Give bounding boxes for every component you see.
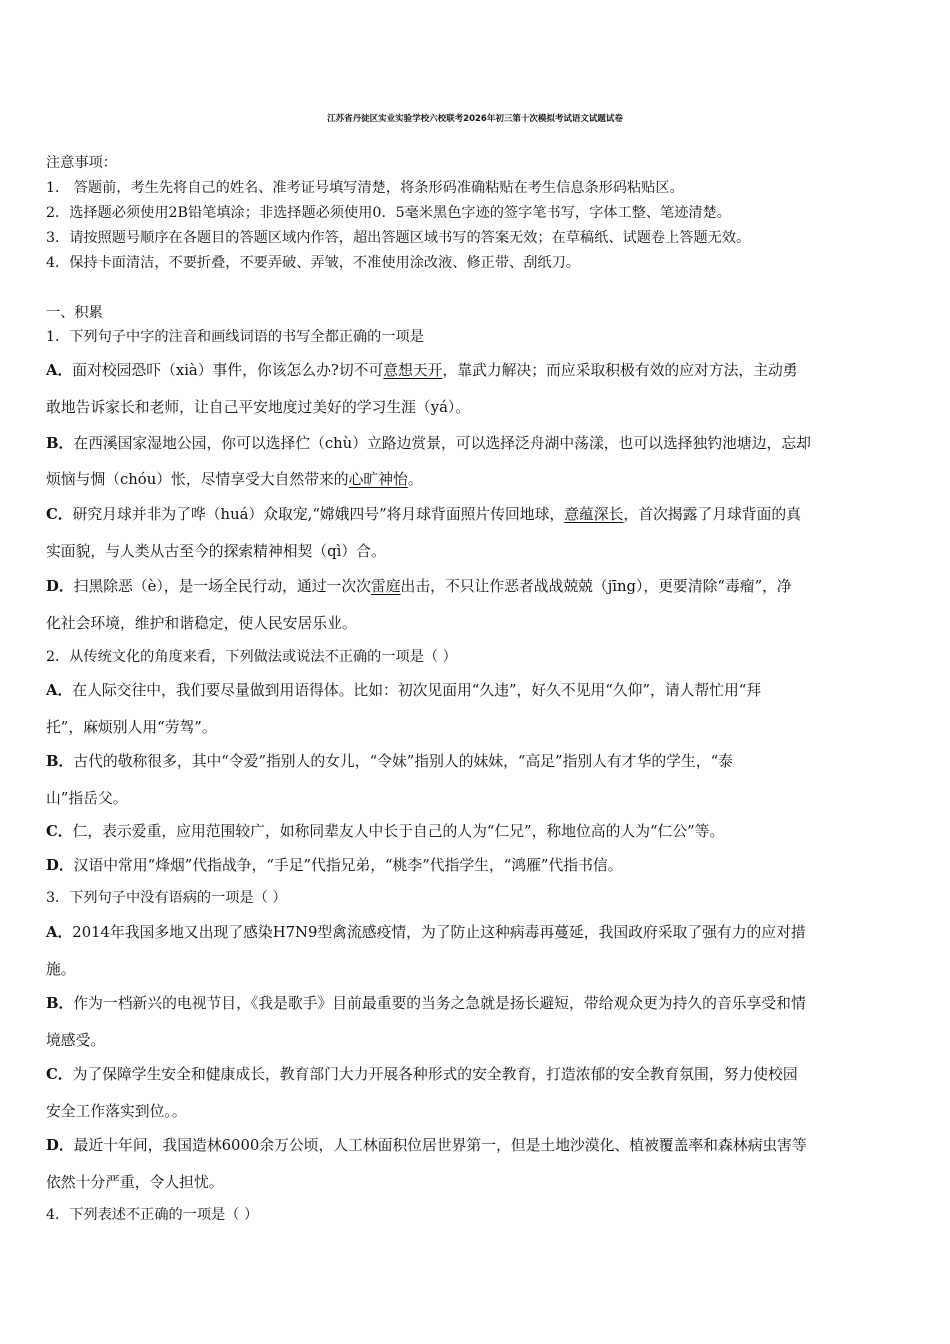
q2-option-b-line2: 山”指岳父。 (46, 790, 128, 807)
q1-option-c-line2: 实面貌，与人类从古至今的探索精神相契（qì）合。 (46, 543, 386, 560)
question-3-stem: 3．下列句子中没有语病的一项是（ ） (46, 890, 287, 906)
q3-option-b-line2: 境感受。 (46, 1032, 106, 1049)
option-label: B． (46, 435, 74, 452)
q3-option-b-line1 (46, 992, 908, 1013)
question-1-stem: 1．下列句子中字的注音和画线词语的书写全都正确的一项是 (46, 329, 424, 345)
underlined-word: 心旷神怡 (348, 471, 408, 488)
option-text: 作为一档新兴的电视节目，《我是歌手》目前最重要的当务之急就是扬长避短，带给观众更为持久的音乐享受和情 (73, 995, 806, 1012)
q2-option-b-line1 (46, 750, 908, 771)
q1-option-a-line2: 敢地告诉家长和老师，让自己平安地度过美好的学习生涯（yá）。 (46, 399, 471, 416)
q1-option-a-line1 (46, 359, 908, 380)
option-text: 为了保障学生安全和健康成长，教育部门大力开展各种形式的安全教育，打造浓郁的安全教育氛围，努力使校园 (72, 1066, 798, 1083)
option-text: 汉语中常用“烽烟”代指战争，“手足”代指兄弟，“桃李”代指学生，“鸿雁”代指书信。 (73, 857, 623, 874)
notice-item-1: 1． 答题前，考生先将自己的姓名、准考证号填写清楚，将条形码准确粘贴在考生信息条形码粘贴区。 (46, 180, 684, 196)
option-text: 在西溪国家湿地公园，你可以选择伫（chù）立路边赏景，可以选择泛舟湖中荡漾，也可以选择独钓池塘边，忘却 (73, 435, 811, 452)
q3-option-a-line2: 施。 (46, 961, 76, 978)
option-text: 。 (407, 471, 423, 488)
section-heading: 一、积累 (46, 305, 103, 321)
option-text: 仁，表示爱重，应用范围较广，如称同辈友人中长于自己的人为“仁兄”，称地位高的人为“仁公”等。 (72, 823, 725, 840)
q3-option-d-line2: 依然十分严重，令人担忧。 (46, 1174, 224, 1191)
q2-option-d (46, 854, 908, 875)
notice-item-3: 3．请按照题号顺序在各题目的答题区域内作答，超出答题区域书写的答案无效；在草稿纸、试题卷上答题无效。 (46, 230, 751, 246)
option-text: 古代的敬称很多，其中“令爱”指别人的女儿，“令妹”指别人的妹妹，“高足”指别人有才华的学生，“泰 (73, 753, 733, 770)
option-text: 烦恼与惆（chóu）怅，尽情享受大自然带来的 (46, 471, 349, 488)
q3-option-a-line1 (46, 921, 908, 942)
option-label: D． (46, 578, 74, 595)
q3-option-c-line1 (46, 1063, 908, 1084)
option-label: A． (46, 682, 73, 699)
option-text: 最近十年间，我国造林6000余万公顷，人工林面积位居世界第一，但是土地沙漠化、植被覆盖率和森林病虫害等 (73, 1137, 807, 1154)
q1-option-b-line1 (46, 432, 908, 453)
q1-option-d-line1 (46, 575, 908, 596)
option-label: A． (46, 924, 73, 941)
notice-item-4: 4．保持卡面清洁，不要折叠，不要弄破、弄皱，不准使用涂改液、修正带、刮纸刀。 (46, 255, 580, 271)
option-label: D． (46, 857, 74, 874)
underlined-word: 雷庭 (370, 578, 401, 595)
question-4-stem: 4．下列表述不正确的一项是（ ） (46, 1207, 259, 1223)
option-text: 研究月球并非为了哗（huá）众取宠,“嫦娥四号”将月球背面照片传回地球， (72, 506, 565, 523)
q2-option-c (46, 820, 908, 841)
option-label: C． (46, 506, 73, 523)
option-label: C． (46, 823, 73, 840)
question-2-stem: 2．从传统文化的角度来看，下列做法或说法不正确的一项是（ ） (46, 649, 457, 665)
option-label: B． (46, 753, 74, 770)
option-text: 扫黑除恶（è），是一场全民行动，通过一次次 (73, 578, 371, 595)
option-text: 面对校园恐吓（xià）事件，你该怎么办?切不可 (72, 362, 384, 379)
q3-option-c-line2: 安全工作落实到位。。 (46, 1103, 187, 1120)
option-text: 在人际交往中，我们要尽量做到用语得体。比如：初次见面用“久违”，好久不见用“久仰”，请人帮忙用“拜 (72, 682, 762, 699)
option-label: A． (46, 362, 73, 379)
q1-option-d-line2: 化社会环境，维护和谐稳定，使人民安居乐业。 (46, 615, 357, 632)
notice-item-2: 2．选择题必须使用2B铅笔填涂；非选择题必须使用0．5毫米黑色字迹的签字笔书写，字体工整、笔迹清楚。 (46, 205, 731, 221)
option-text: ，靠武力解决；而应采取积极有效的应对方法，主动勇 (442, 362, 798, 379)
q1-option-b-line2 (46, 468, 908, 489)
page-title: 江苏省丹徒区实业实验学校六校联考2026年初三第十次模拟考试语文试题试卷 (327, 114, 623, 124)
q1-option-c-line1 (46, 503, 908, 524)
q3-option-d-line1 (46, 1134, 908, 1155)
option-text: ，首次揭露了月球背面的真 (623, 506, 801, 523)
option-label: C． (46, 1066, 73, 1083)
option-label: D． (46, 1137, 74, 1154)
underlined-word: 意蕴深长 (564, 506, 624, 523)
option-label: B． (46, 995, 74, 1012)
option-text: 2014年我国多地又出现了感染H7N9型禽流感疫情，为了防止这种病毒再蔓延，我国政府采取了强有力的应对措 (72, 924, 806, 941)
q2-option-a-line1 (46, 679, 908, 700)
notice-heading: 注意事项： (46, 155, 117, 171)
option-text: 出击，不只让作恶者战战兢兢（jīng），更要清除“毒瘤”，净 (400, 578, 792, 595)
underlined-word: 意想天开 (383, 362, 443, 379)
q2-option-a-line2: 托”，麻烦别人用“劳驾”。 (46, 719, 217, 736)
